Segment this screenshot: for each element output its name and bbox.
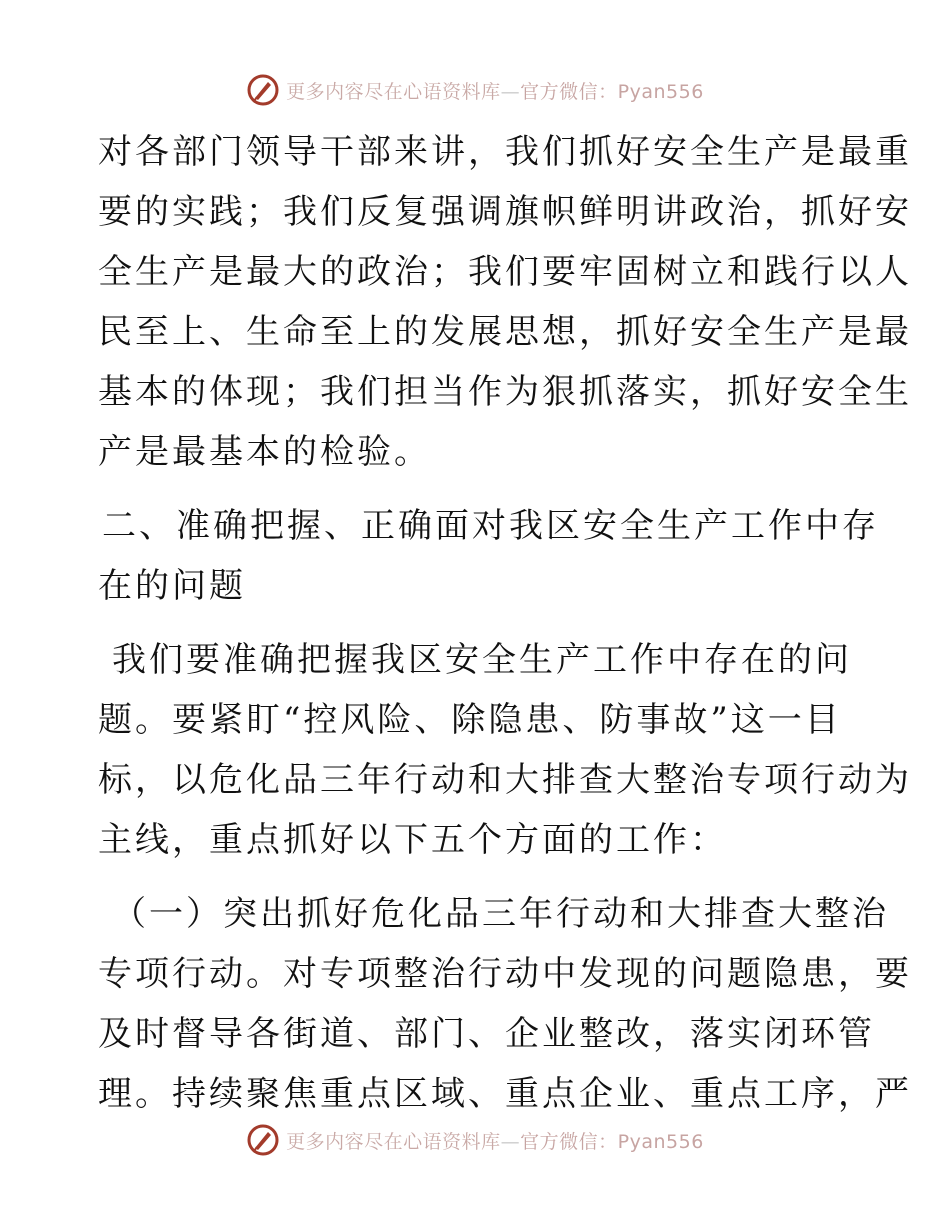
text-line: 题。要紧盯“控风险、除隐患、防事故”这一目	[98, 700, 842, 740]
watermark-text: 更多内容尽在心语资料库—官方微信：Pyan556	[286, 80, 704, 103]
text-line: （一）突出抓好危化品三年行动和大排查大整治	[112, 894, 889, 934]
watermark-text: 更多内容尽在心语资料库—官方微信：Pyan556	[286, 1130, 704, 1153]
text-line: 产是最基本的检验。	[98, 432, 431, 472]
text-line: 要的实践；我们反复强调旗帜鲜明讲政治，抓好安	[98, 192, 912, 232]
watermark-footer	[0, 1120, 950, 1160]
heading-line: 在的问题	[98, 566, 246, 606]
text-line: 全生产是最大的政治；我们要牢固树立和践行以人	[98, 252, 912, 292]
text-line: 民至上、生命至上的发展思想，抓好安全生产是最	[98, 312, 912, 352]
text-line: 基本的体现；我们担当作为狠抓落实，抓好安全生	[98, 372, 912, 412]
feather-pen-icon	[246, 73, 280, 107]
heading-line: 二、准确把握、正确面对我区安全生产工作中存	[102, 506, 879, 546]
text-line: 理。持续聚焦重点区域、重点企业、重点工序，严	[98, 1074, 912, 1114]
paragraph-3	[98, 884, 912, 1124]
paragraph-1	[98, 122, 912, 482]
text-line: 我们要准确把握我区安全生产工作中存在的问	[112, 640, 852, 680]
paragraph-2	[98, 630, 912, 870]
text-line: 及时督导各街道、部门、企业整改，落实闭环管	[98, 1014, 875, 1054]
document-body	[98, 122, 912, 1124]
watermark-header	[0, 70, 950, 110]
text-line: 主线，重点抓好以下五个方面的工作：	[98, 820, 727, 860]
text-line: 标，以危化品三年行动和大排查大整治专项行动为	[98, 760, 912, 800]
text-line: 对各部门领导干部来讲，我们抓好安全生产是最重	[98, 132, 912, 172]
text-line: 专项行动。对专项整治行动中发现的问题隐患，要	[98, 954, 912, 994]
section-heading-2	[98, 496, 879, 616]
feather-pen-icon	[246, 1123, 280, 1157]
